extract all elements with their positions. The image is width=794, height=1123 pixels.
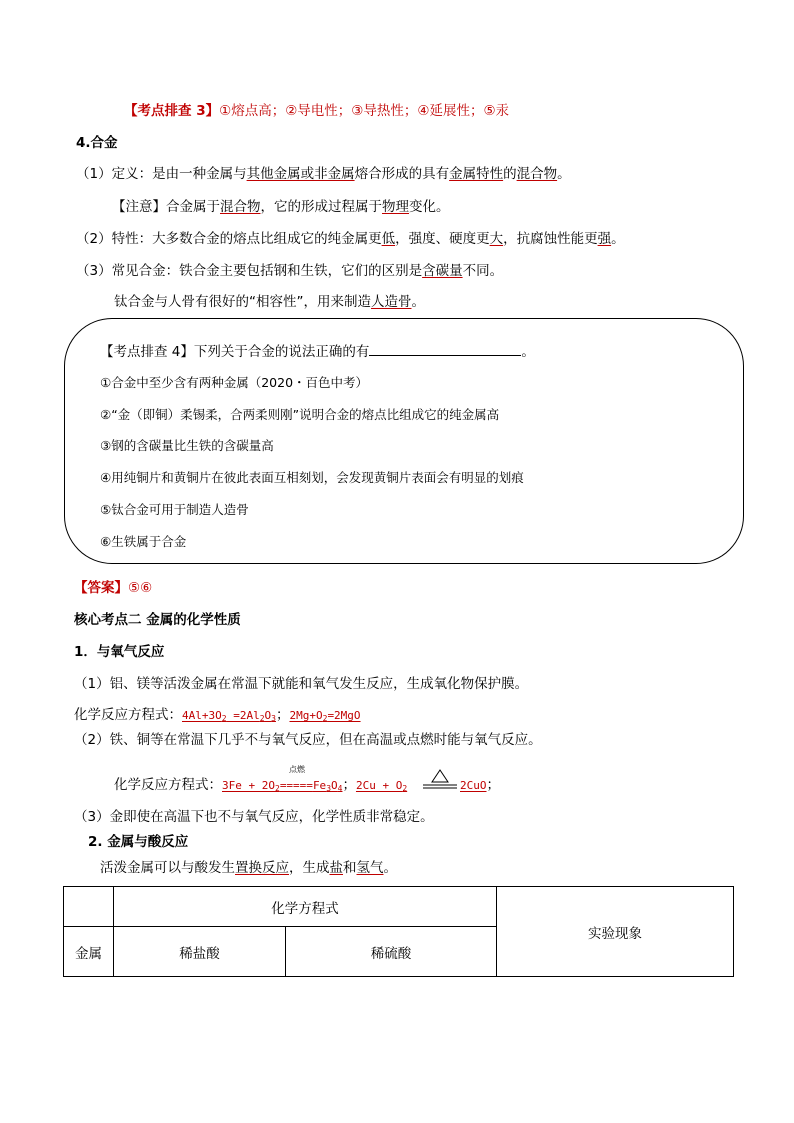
heating-triangle-icon: [423, 768, 457, 790]
paragraph: （2）铁、铜等在常温下几乎不与氧气反应，但在高温或点燃时能与氧气反应。: [74, 732, 542, 748]
list-item: ⑥生铁属于合金: [100, 534, 187, 549]
alloy-note: 【注意】合金属于混合物，它的形成过程属于物理变化。: [112, 199, 450, 215]
answer-tag: 【答案】: [74, 580, 128, 596]
answer-value: ⑤⑥: [128, 580, 153, 596]
answer-blank: 置换反应: [235, 860, 289, 876]
equation-line-2: 化学反应方程式：$3Fe + 2O_2=====Fe_3O_4$；$2Cu + O_2$: [114, 777, 408, 793]
equation-line-1: 化学反应方程式：$4Al+3O_2 =2Al_2O_3$；$2Mg+O_2=2MgO$: [74, 707, 361, 723]
list-item: ④用纯铜片和黄铜片在彼此表面互相刻划，会发现黄铜片表面会有明显的划痕: [100, 470, 524, 485]
review3-content: ①熔点高；②导电性；③导热性；④延展性；⑤汞: [219, 103, 510, 119]
answer-blank: 低: [381, 231, 396, 247]
table-header-hcl: 稀盐酸: [114, 927, 286, 977]
paragraph: （1）铝、镁等活泼金属在常温下就能和氧气发生反应，生成氧化物保护膜。: [74, 676, 529, 692]
alloy-definition: （1）定义：是由一种金属与其他金属或非金属熔合形成的具有金属特性的混合物。: [76, 166, 571, 182]
alloy-properties: （2）特性：大多数合金的熔点比组成它的纯金属更低，强度、硬度更大，抗腐蚀性能更强。: [76, 231, 625, 247]
answer-blank: 盐: [329, 860, 343, 876]
table-header-h2so4: 稀硫酸: [286, 927, 497, 977]
answer-blank: 混合物: [220, 199, 261, 215]
table-cell: [64, 887, 114, 927]
answer-line: [74, 579, 152, 597]
alloy-common: （3）常见合金：铁合金主要包括钢和生铁，它们的区别是含碳量不同。: [76, 263, 504, 279]
list-item: ②“金（即铜）柔锡柔，合两柔则刚”说明合金的熔点比组成它的纯金属高: [100, 407, 500, 422]
acid-reaction-table: [63, 886, 734, 977]
review3-tag: 【考点排查 3】: [124, 103, 220, 119]
answer-blank: 大: [489, 231, 504, 247]
table-header-equation: 化学方程式: [114, 887, 497, 927]
review3-line: [124, 102, 509, 120]
answer-blank: 物理: [382, 199, 409, 215]
section-heading: 核心考点二 金属的化学性质: [74, 612, 241, 628]
condition-label: 点燃: [289, 765, 305, 774]
equation: 2CuO: [460, 779, 487, 792]
review4-question: 【考点排查 4】下列关于合金的说法正确的有 。: [100, 344, 535, 360]
equation: $2Mg+O_2=2MgO$: [289, 709, 361, 723]
list-item: ⑤钛合金可用于制造人造骨: [100, 502, 249, 517]
answer-blank: 人造骨: [371, 294, 412, 310]
alloy-heading: 4.合金: [76, 135, 118, 151]
equation: $4Al+3O_2 =2Al_2O_3$: [182, 709, 276, 723]
answer-blank: 强: [597, 231, 612, 247]
table-header-metal: 金属: [64, 927, 114, 977]
equation-line-2b: 2CuO；: [460, 777, 500, 793]
answer-blank: 其他金属或非金属: [246, 166, 355, 182]
answer-blank: 含碳量: [422, 263, 463, 279]
answer-blank: 混合物: [516, 166, 558, 182]
acid-sentence: 活泼金属可以与酸发生置换反应，生成盐和氢气。: [100, 860, 397, 876]
answer-blank: 氢气: [356, 860, 384, 876]
list-item: ③钢的含碳量比生铁的含碳量高: [100, 438, 274, 453]
equation: $3Fe + 2O_2=====Fe_3O_4$: [222, 779, 343, 793]
list-item: ①合金中至少含有两种金属（2020・百色中考）: [100, 375, 369, 390]
answer-blank[interactable]: [369, 342, 521, 356]
table-header-phenomenon: 实验现象: [497, 887, 734, 977]
alloy-titanium: 钛合金与人骨有很好的“相容性”，用来制造人造骨。: [114, 294, 425, 310]
answer-blank: 金属特性: [449, 166, 504, 182]
subsection-heading: 1．与氧气反应: [74, 644, 165, 660]
paragraph: （3）金即使在高温下也不与氧气反应，化学性质非常稳定。: [74, 809, 434, 825]
subsection-heading: 2. 金属与酸反应: [88, 834, 189, 850]
equation: $2Cu + O_2$: [355, 779, 408, 793]
